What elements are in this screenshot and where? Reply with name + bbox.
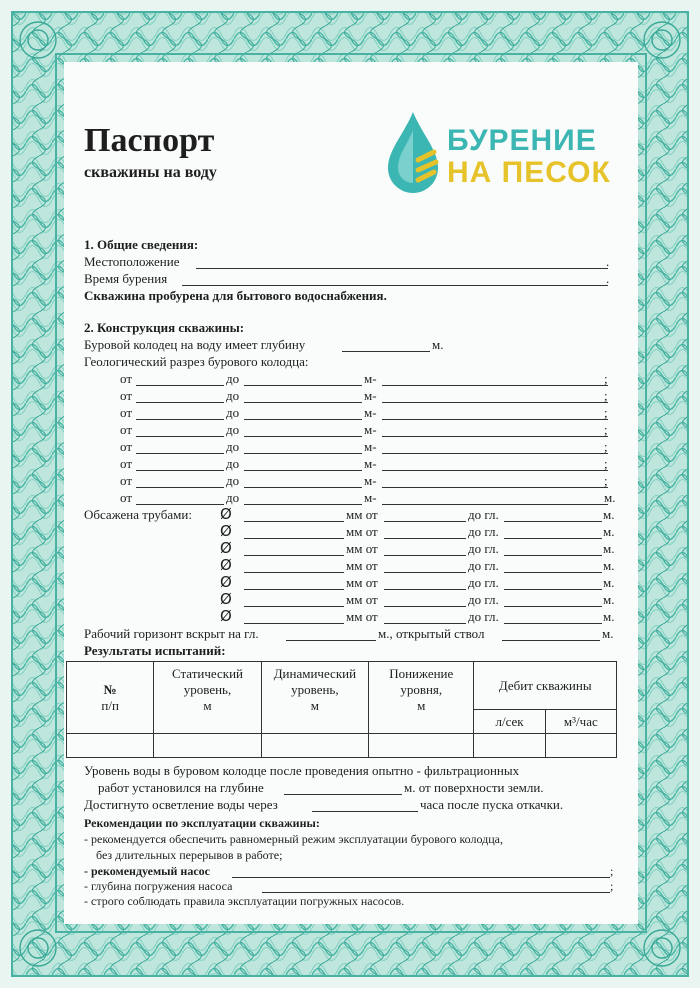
- section1-heading: 1. Общие сведения:: [84, 237, 199, 252]
- geo-rock-field[interactable]: [382, 402, 608, 403]
- casing-end-label: м.: [603, 609, 615, 624]
- casing-diameter-field[interactable]: [244, 521, 344, 522]
- geo-from-label: от: [120, 388, 133, 403]
- geo-to-label: до: [226, 439, 240, 454]
- geo-to-label: до: [226, 473, 240, 488]
- geo-from-label: от: [120, 456, 133, 471]
- geo-m-label: м-: [364, 405, 377, 420]
- col-num-header: № п/п: [67, 662, 154, 734]
- casing-mm-from-label: мм от: [346, 507, 378, 522]
- casing-to-label: до гл.: [468, 575, 499, 590]
- geo-rock-field[interactable]: [382, 453, 608, 454]
- geo-end-mark: ;: [604, 405, 608, 420]
- casing-mm-from-label: мм от: [346, 524, 378, 539]
- document-title: Паспорт: [84, 122, 215, 159]
- geo-to-label: до: [226, 388, 240, 403]
- result-cell[interactable]: [261, 734, 368, 758]
- col-ls-header: л/сек: [474, 710, 545, 734]
- casing-to-field[interactable]: [504, 589, 602, 590]
- casing-to-label: до гл.: [468, 592, 499, 607]
- diameter-icon: Ø: [220, 590, 232, 608]
- depth-field[interactable]: [342, 351, 430, 352]
- diameter-icon: Ø: [220, 505, 232, 523]
- geo-to-field[interactable]: [244, 487, 362, 488]
- horizon-mid-label: м., открытый ствол: [378, 626, 485, 641]
- casing-label: Обсажена трубами:: [84, 507, 192, 522]
- casing-diameter-field[interactable]: [244, 555, 344, 556]
- geo-to-field[interactable]: [244, 419, 362, 420]
- casing-diameter-field[interactable]: [244, 538, 344, 539]
- casing-diameter-field[interactable]: [244, 572, 344, 573]
- casing-to-field[interactable]: [504, 521, 602, 522]
- recommendation-pump: - рекомендуемый насос: [84, 864, 210, 878]
- casing-end-label: м.: [603, 541, 615, 556]
- location-field[interactable]: [196, 268, 608, 269]
- diameter-icon: Ø: [220, 556, 232, 574]
- drill-time-label: Время бурения: [84, 271, 168, 286]
- location-label: Местоположение: [84, 254, 180, 269]
- geo-m-label: м-: [364, 422, 377, 437]
- diameter-icon: Ø: [220, 573, 232, 591]
- geo-rock-field[interactable]: [382, 487, 608, 488]
- water-level-text-1: Уровень воды в буровом колодце после проведения опытно - фильтрационных: [84, 763, 520, 778]
- horizon-label: Рабочий горизонт вскрыт на гл.: [84, 626, 259, 641]
- casing-to-label: до гл.: [468, 609, 499, 624]
- casing-to-field[interactable]: [504, 606, 602, 607]
- geo-to-field[interactable]: [244, 402, 362, 403]
- recommendation-1b: без длительных перерывов в работе;: [96, 848, 283, 862]
- geo-m-label: м-: [364, 473, 377, 488]
- geo-to-label: до: [226, 490, 240, 505]
- casing-end-label: м.: [603, 592, 615, 607]
- geo-to-field[interactable]: [244, 385, 362, 386]
- geo-to-field[interactable]: [244, 470, 362, 471]
- drill-time-field[interactable]: [182, 285, 608, 286]
- geo-rock-field[interactable]: [382, 504, 608, 505]
- geo-from-field[interactable]: [136, 419, 224, 420]
- geo-from-label: от: [120, 490, 133, 505]
- geo-from-label: от: [120, 405, 133, 420]
- drop-logo-icon: [384, 110, 442, 196]
- casing-mm-from-label: мм от: [346, 541, 378, 556]
- col-dynamic-header: Динамический уровень, м: [261, 662, 368, 734]
- casing-end-label: м.: [603, 524, 615, 539]
- geo-rock-field[interactable]: [382, 470, 608, 471]
- results-heading: Результаты испытаний:: [84, 643, 226, 658]
- geo-m-label: м-: [364, 388, 377, 403]
- open-hole-field[interactable]: [502, 640, 600, 641]
- casing-from-field[interactable]: [384, 572, 466, 573]
- geo-from-label: от: [120, 371, 133, 386]
- col-debit-header: Дебит скважины: [474, 662, 617, 710]
- casing-from-field[interactable]: [384, 555, 466, 556]
- result-cell[interactable]: [154, 734, 261, 758]
- geo-from-label: от: [120, 422, 133, 437]
- logo-line-2: НА ПЕСОК: [447, 156, 611, 189]
- geo-from-field[interactable]: [136, 470, 224, 471]
- purpose-text: Скважина пробурена для бытового водоснабжения.: [84, 288, 387, 303]
- casing-end-label: м.: [603, 558, 615, 573]
- geo-m-label: м-: [364, 456, 377, 471]
- geo-to-label: до: [226, 405, 240, 420]
- geo-from-label: от: [120, 439, 133, 454]
- casing-to-label: до гл.: [468, 524, 499, 539]
- geo-to-field[interactable]: [244, 504, 362, 505]
- geo-m-label: м-: [364, 490, 377, 505]
- casing-to-field[interactable]: [504, 623, 602, 624]
- casing-to-field[interactable]: [504, 538, 602, 539]
- result-cell[interactable]: [545, 734, 616, 758]
- geo-to-field[interactable]: [244, 453, 362, 454]
- casing-from-field[interactable]: [384, 538, 466, 539]
- pump-end-mark: ;: [610, 864, 614, 878]
- geo-from-field[interactable]: [136, 402, 224, 403]
- water-level-text-2b: м. от поверхности земли.: [404, 780, 544, 795]
- geo-end-mark: ;: [604, 439, 608, 454]
- geo-rock-field[interactable]: [382, 419, 608, 420]
- geo-end-mark: ;: [604, 473, 608, 488]
- diameter-icon: Ø: [220, 607, 232, 625]
- geo-from-field[interactable]: [136, 487, 224, 488]
- clarification-hours-field[interactable]: [312, 811, 418, 812]
- geo-end-mark: м.: [604, 490, 616, 505]
- depth-unit: м.: [432, 337, 444, 352]
- casing-mm-from-label: мм от: [346, 558, 378, 573]
- section2-heading: 2. Конструкция скважины:: [84, 320, 245, 335]
- results-table: [66, 661, 617, 758]
- casing-to-field[interactable]: [504, 572, 602, 573]
- geo-from-field[interactable]: [136, 436, 224, 437]
- casing-to-label: до гл.: [468, 507, 499, 522]
- horizon-end-label: м.: [602, 626, 614, 641]
- geo-from-field[interactable]: [136, 453, 224, 454]
- geo-to-label: до: [226, 422, 240, 437]
- geo-section-label: Геологический разрез бурового колодца:: [84, 354, 309, 369]
- geo-to-label: до: [226, 371, 240, 386]
- logo-line-1: БУРЕНИЕ: [447, 124, 597, 157]
- geo-from-field[interactable]: [136, 504, 224, 505]
- result-cell[interactable]: [369, 734, 474, 758]
- casing-to-label: до гл.: [468, 541, 499, 556]
- diameter-icon: Ø: [220, 522, 232, 540]
- geo-m-label: м-: [364, 439, 377, 454]
- geo-to-label: до: [226, 456, 240, 471]
- casing-to-label: до гл.: [468, 558, 499, 573]
- recommendation-rules: - строго соблюдать правила эксплуатации погружных насосов.: [84, 894, 405, 908]
- casing-diameter-field[interactable]: [244, 589, 344, 590]
- horizon-depth-field[interactable]: [286, 640, 376, 641]
- col-m3-header: м³/час: [545, 710, 616, 734]
- geo-from-field[interactable]: [136, 385, 224, 386]
- casing-from-field[interactable]: [384, 606, 466, 607]
- geo-end-mark: ;: [604, 422, 608, 437]
- geo-end-mark: ;: [604, 456, 608, 471]
- recommendation-1a: - рекомендуется обеспечить равномерный режим эксплуатации бурового колодца,: [84, 832, 504, 846]
- water-level-field[interactable]: [284, 794, 402, 795]
- geo-to-field[interactable]: [244, 436, 362, 437]
- casing-end-label: м.: [603, 507, 615, 522]
- geo-rock-field[interactable]: [382, 385, 608, 386]
- pump-field[interactable]: [232, 877, 610, 878]
- col-drop-header: Понижение уровня, м: [369, 662, 474, 734]
- document-subtitle: скважины на воду: [84, 164, 217, 181]
- casing-mm-from-label: мм от: [346, 575, 378, 590]
- geo-end-mark: ;: [604, 388, 608, 403]
- casing-diameter-field[interactable]: [244, 623, 344, 624]
- casing-diameter-field[interactable]: [244, 606, 344, 607]
- diameter-icon: Ø: [220, 539, 232, 557]
- casing-from-field[interactable]: [384, 521, 466, 522]
- casing-mm-from-label: мм от: [346, 592, 378, 607]
- depth-label: Буровой колодец на воду имеет глубину: [84, 337, 306, 352]
- pump-depth-field[interactable]: [262, 892, 610, 893]
- result-cell[interactable]: [474, 734, 545, 758]
- geo-from-label: от: [120, 473, 133, 488]
- casing-from-field[interactable]: [384, 589, 466, 590]
- geo-m-label: м-: [364, 371, 377, 386]
- casing-to-field[interactable]: [504, 555, 602, 556]
- clarification-text-a: Достигнуто осветление воды через: [84, 797, 278, 812]
- casing-from-field[interactable]: [384, 623, 466, 624]
- result-cell[interactable]: [67, 734, 154, 758]
- col-static-header: Статический уровень, м: [154, 662, 261, 734]
- casing-mm-from-label: мм от: [346, 609, 378, 624]
- clarification-text-b: часа после пуска откачки.: [420, 797, 564, 812]
- water-level-text-2a: работ установился на глубине: [98, 780, 264, 795]
- geo-end-mark: ;: [604, 371, 608, 386]
- pump-depth-end-mark: ;: [610, 879, 614, 893]
- recommendation-depth: - глубина погружения насоса: [84, 879, 233, 893]
- recommendations-heading: Рекомендации по эксплуатации скважины:: [84, 816, 320, 830]
- geo-rock-field[interactable]: [382, 436, 608, 437]
- casing-end-label: м.: [603, 575, 615, 590]
